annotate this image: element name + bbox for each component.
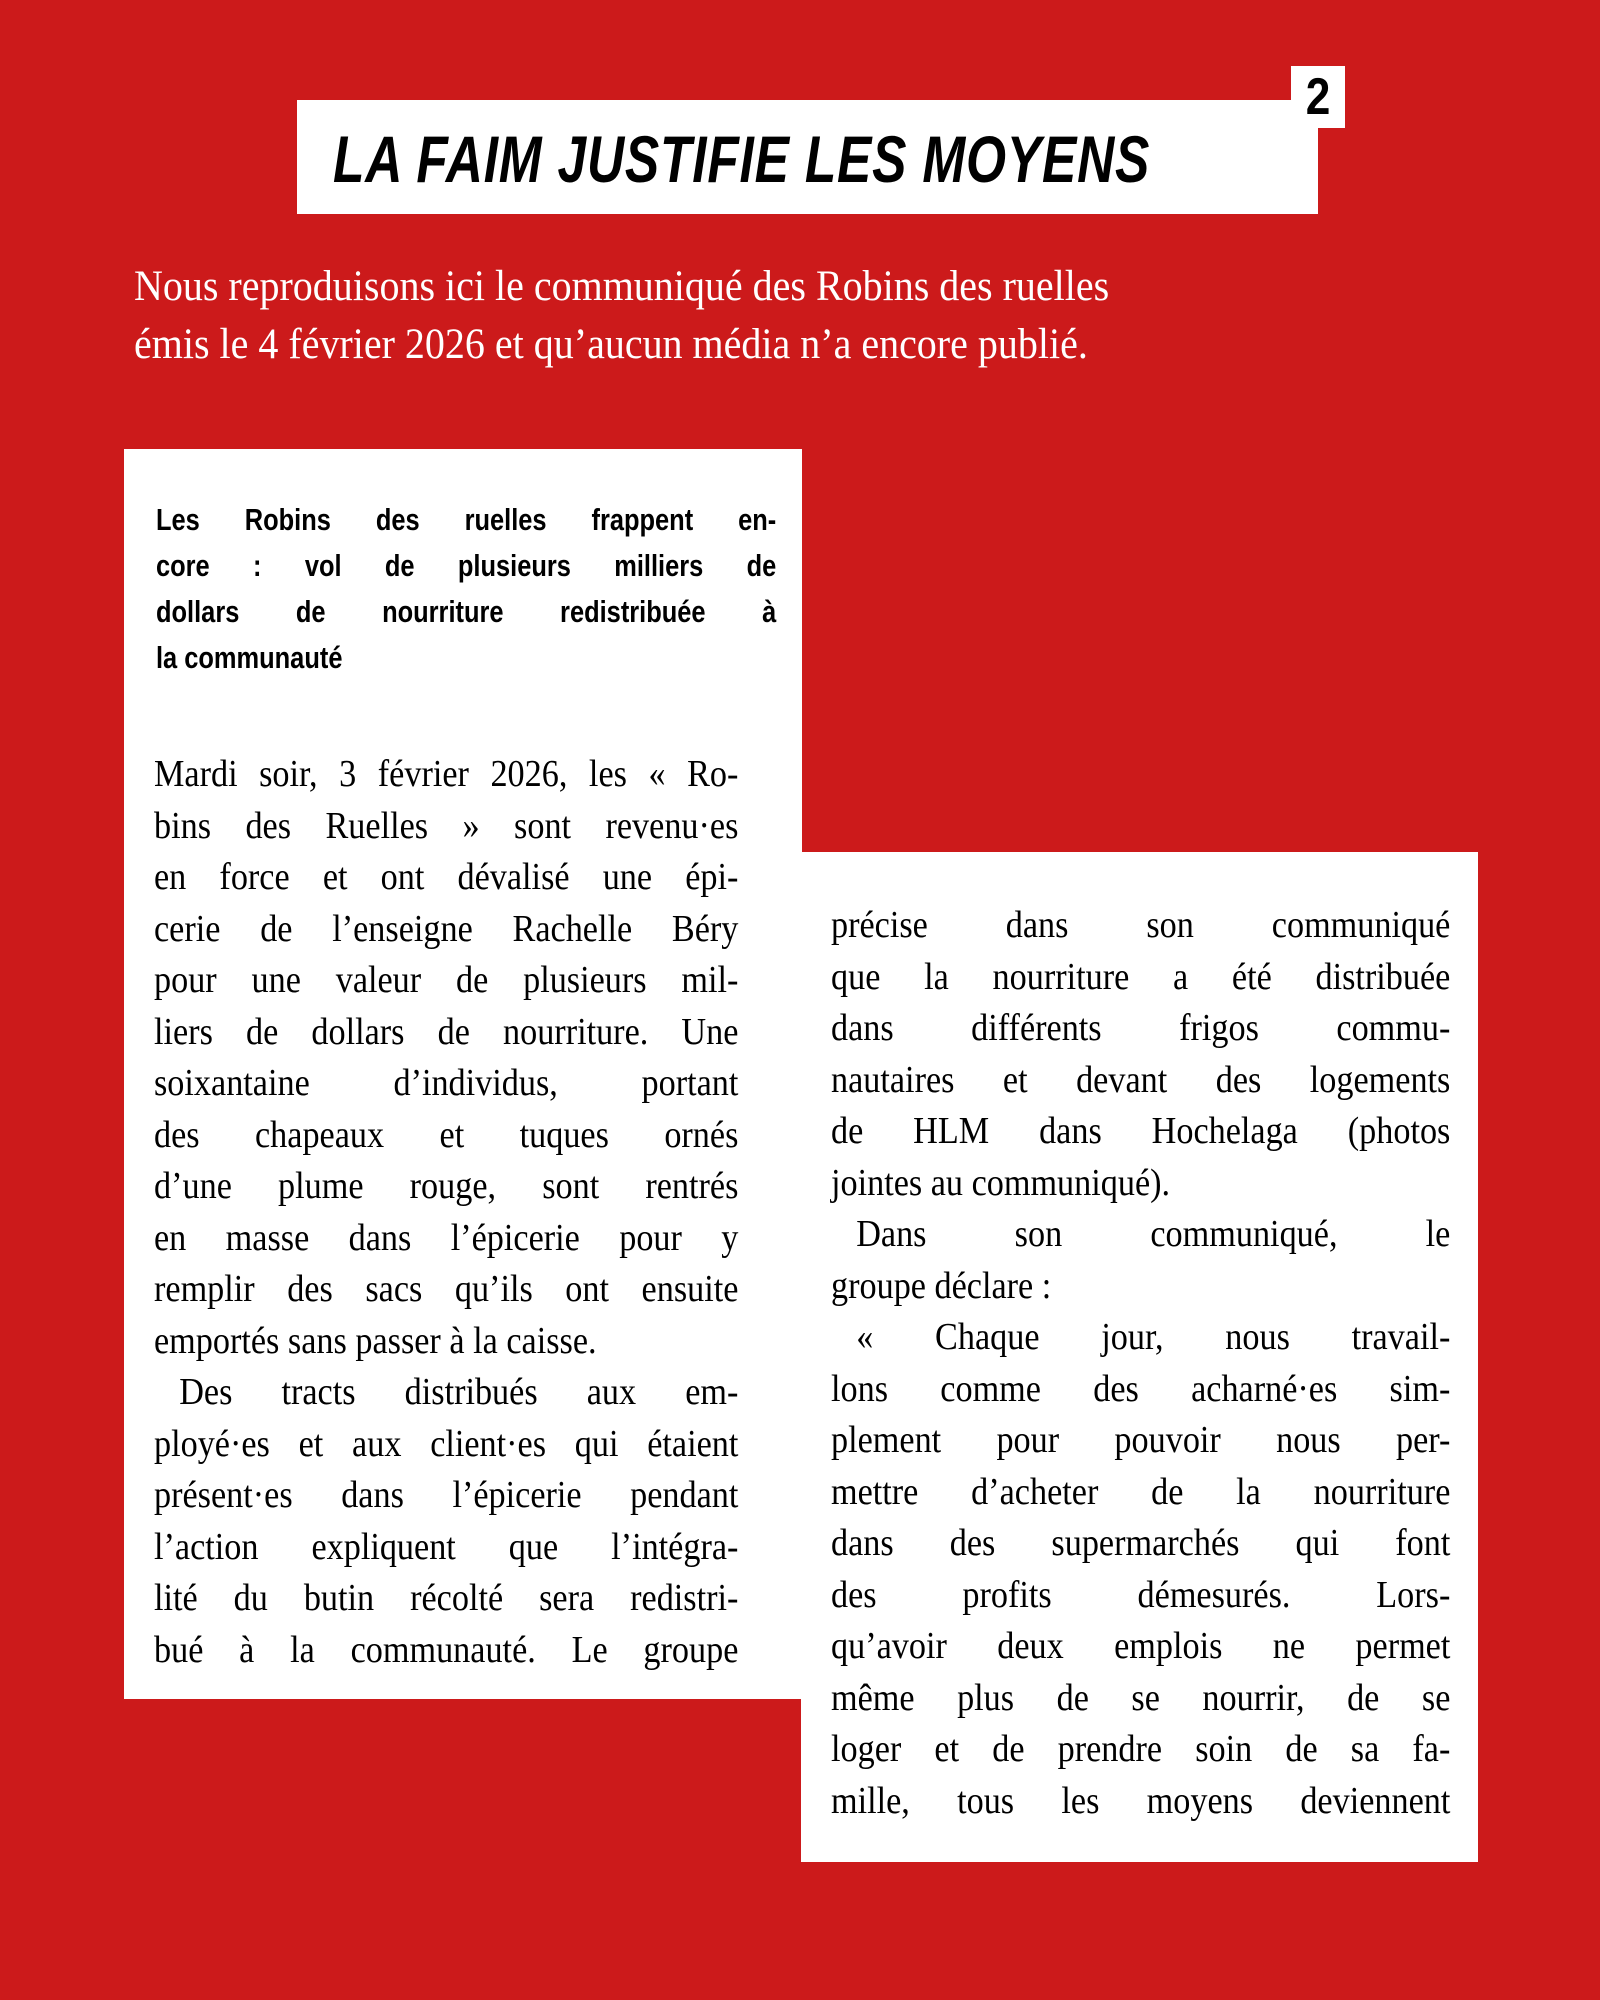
body-line: Mardi soir, 3 février 2026, les « Ro- bbox=[154, 753, 739, 795]
body-line: des profits démesurés. Lors- bbox=[831, 1573, 1451, 1616]
body-line: soixantaine d’individus, portant bbox=[154, 1062, 739, 1104]
body-line: « Chaque jour, nous travail- bbox=[856, 1316, 1451, 1358]
body-line: jointes au communiqué). bbox=[831, 1161, 1171, 1204]
body-line: dans différents frigos commu- bbox=[831, 1007, 1451, 1049]
intro-line: émis le 4 février 2026 et qu’aucun média n’a encore publié. bbox=[134, 321, 1088, 368]
body-line: l’action expliquent que l’intégra- bbox=[154, 1525, 739, 1568]
intro-paragraph bbox=[134, 258, 1380, 374]
body-line: de HLM dans Hochelaga (photos bbox=[831, 1110, 1451, 1152]
body-line: nautaires et devant des logements bbox=[831, 1058, 1451, 1101]
page-number-badge bbox=[1291, 66, 1345, 128]
body-line: lité du butin récolté sera redistri- bbox=[154, 1577, 739, 1619]
body-line: dans des supermarchés qui font bbox=[831, 1522, 1451, 1564]
body-line: plement pour pouvoir nous per- bbox=[831, 1419, 1451, 1461]
body-line: présent·es dans l’épicerie pendant bbox=[154, 1474, 739, 1516]
body-line: groupe déclare : bbox=[831, 1264, 1052, 1307]
headline-line: Les Robins des ruelles frappent en- bbox=[156, 502, 777, 537]
body-line: en force et ont dévalisé une épi- bbox=[154, 856, 739, 898]
body-line: liers de dollars de nourriture. Une bbox=[154, 1010, 739, 1053]
headline-line: dollars de nourriture redistribuée à bbox=[156, 594, 777, 629]
body-line: mille, tous les moyens deviennent bbox=[831, 1779, 1451, 1822]
body-line: que la nourriture a été distribuée bbox=[831, 955, 1451, 998]
body-line: mettre d’acheter de la nourriture bbox=[831, 1470, 1451, 1513]
body-line: pour une valeur de plusieurs mil- bbox=[154, 959, 739, 1001]
article-box-left bbox=[124, 449, 802, 1699]
page-number: 2 bbox=[1305, 68, 1331, 126]
body-line: loger et de prendre soin de sa fa- bbox=[831, 1728, 1451, 1770]
article-box-right bbox=[801, 852, 1478, 1862]
body-line: remplir des sacs qu’ils ont ensuite bbox=[154, 1268, 739, 1310]
article-headline bbox=[156, 497, 776, 681]
body-line: Dans son communiqué, le bbox=[856, 1213, 1451, 1255]
body-line: précise dans son communiqué bbox=[831, 904, 1451, 946]
article-body-left bbox=[154, 749, 739, 1676]
body-line: même plus de se nourrir, de se bbox=[831, 1676, 1451, 1719]
body-line: cerie de l’enseigne Rachelle Béry bbox=[154, 907, 739, 950]
body-line: bins des Ruelles » sont revenu·es bbox=[154, 804, 739, 847]
body-line: d’une plume rouge, sont rentrés bbox=[154, 1165, 739, 1207]
headline-line: core : vol de plusieurs milliers de bbox=[156, 548, 777, 583]
article-body-right bbox=[831, 900, 1451, 1827]
page-title: LA FAIM JUSTIFIE LES MOYENS bbox=[333, 122, 1151, 196]
intro-line: Nous reproduisons ici le communiqué des Robins des ruelles bbox=[134, 263, 1110, 310]
body-line: bué à la communauté. Le groupe bbox=[154, 1628, 739, 1671]
body-line: ployé·es et aux client·es qui étaient bbox=[154, 1422, 739, 1465]
body-line: en masse dans l’épicerie pour y bbox=[154, 1216, 739, 1259]
body-line: lons comme des acharné·es sim- bbox=[831, 1367, 1451, 1410]
body-line: qu’avoir deux emplois ne permet bbox=[831, 1625, 1451, 1667]
body-line: emportés sans passer à la caisse. bbox=[154, 1319, 597, 1362]
body-line: des chapeaux et tuques ornés bbox=[154, 1113, 739, 1156]
headline-line: la communauté bbox=[156, 640, 343, 675]
title-banner bbox=[297, 100, 1318, 214]
body-line: Des tracts distribués aux em- bbox=[179, 1371, 739, 1413]
